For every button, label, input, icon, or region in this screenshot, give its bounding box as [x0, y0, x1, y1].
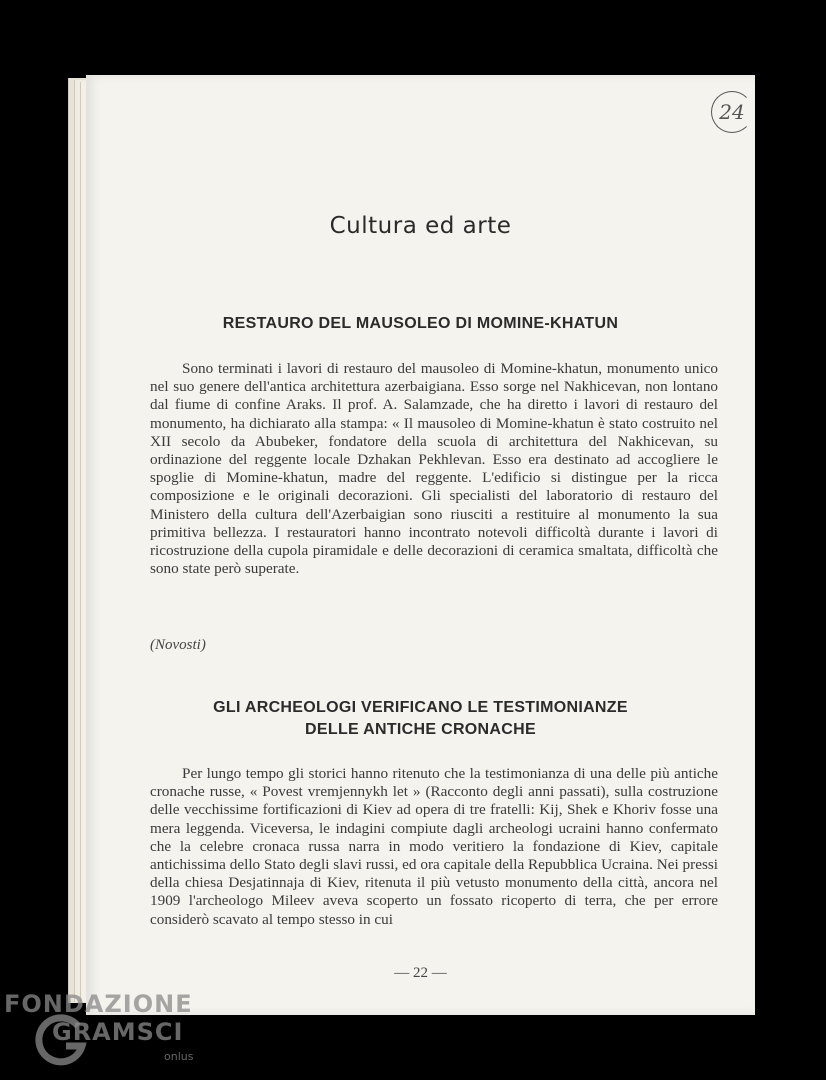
article-heading-line: GLI ARCHEOLOGI VERIFICANO LE TESTIMONIANZE [213, 699, 628, 716]
section-title: Cultura ed arte [329, 213, 512, 239]
article-body: Sono terminati i lavori di restauro del mausoleo di Momine-khatun, monumento unico nel suo genere dell'antica architettura azerbaigiana. Esso sorge nel Nakhicevan, non lontano dal fiume di confine Araks. Il prof. A. Salamzade, che ha diretto i lavori di restauro del monumento, ha dichiarato alla stampa: « Il mausoleo di Momine-khatun è stato costruito nel XII secolo da Abubeker, fondatore della scuola di architettura del Nakhicevan, su ordinazione del reggente locale Dzhakan Pekhlevan. Esso era destinato ad accogliere le spoglie di Momine-khatun, madre del reggente. L'edificio si distingue per la ricca composizione e le originali decorazioni. Gli specialisti del laboratorio di restauro del Ministero della cultura dell'Azerbaigian sono riusciti a restituire al monumento la sua primitiva bellezza. I restauratori hanno incontrato notevoli difficoltà durante i lavori di ricostruzione della cupola piramidale e delle decorazioni di ceramica smaltata, difficoltà che sono state però superate. [150, 360, 718, 578]
article-heading-line: DELLE ANTICHE CRONACHE [305, 721, 536, 738]
handwritten-page-number: 24 [711, 91, 753, 133]
watermark-text: GRAMSCI [52, 1018, 184, 1046]
watermark-text: onlus [164, 1050, 194, 1063]
page-number-footer: — 22 — [394, 965, 447, 981]
document-page [86, 75, 755, 1015]
article-source: (Novosti) [150, 637, 206, 653]
article-body: Per lungo tempo gli storici hanno ritenuto che la testimonianza di una delle più antiche cronache russe, « Povest vremjennykh let » (Racconto degli anni passati), sulla costruzione delle vecchissime fortificazioni di Kiev ad opera di tre fratelli: Kij, Shek e Khoriv fosse una mera leggenda. Viceversa, le indagini compiute dagli archeologi ucraini hanno confermato che la celebre cronaca russa narra in modo veritiero la fondazione di Kiev, capitale antichissima dello Stato degli slavi russi, ed ora capitale della Repubblica Ucraina. Nei pressi della chiesa Desjatinnaja di Kiev, ritenuta il più vetusto monumento della città, ancora nel 1909 l'archeologo Mileev aveva scoperto un fossato ricoperto di terra, che per errore considerò scavato al tempo stesso in cui [150, 765, 718, 928]
article-heading [86, 697, 755, 741]
watermark-logo [4, 990, 214, 1075]
watermark-text: FONDAZIONE [4, 990, 193, 1018]
article-heading: RESTAURO DEL MAUSOLEO DI MOMINE-KHATUN [222, 315, 619, 332]
